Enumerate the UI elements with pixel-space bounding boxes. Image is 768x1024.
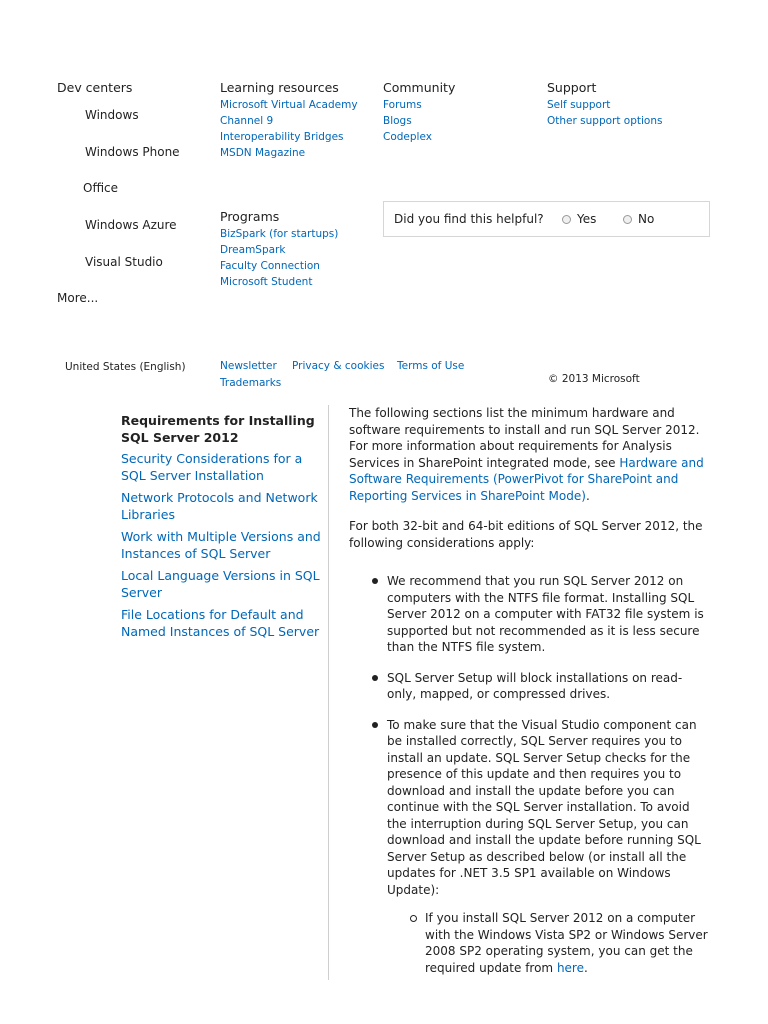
- toc-item-security-considerations[interactable]: Security Considerations for a SQL Server Installation: [121, 451, 303, 483]
- link-msdn-magazine[interactable]: MSDN Magazine: [220, 147, 306, 159]
- dev-centers-title: Dev centers: [57, 80, 133, 95]
- link-forums[interactable]: Forums: [383, 99, 422, 111]
- considerations-list: [349, 573, 709, 976]
- link-self-support[interactable]: Self support: [547, 99, 611, 111]
- dev-center-windows-phone[interactable]: Windows Phone: [85, 145, 180, 159]
- toc-item-local-language-versions[interactable]: Local Language Versions in SQL Server: [121, 568, 320, 600]
- link-here[interactable]: here: [556, 960, 584, 975]
- toc-item-multiple-versions[interactable]: Work with Multiple Versions and Instances of SQL Server: [121, 529, 321, 561]
- toc-item-file-locations[interactable]: File Locations for Default and Named Instances of SQL Server: [121, 607, 320, 639]
- community-column: [383, 80, 455, 147]
- considerations-paragraph: For both 32-bit and 64-bit editions of SQL Server 2012, the following considerations apply:: [349, 519, 703, 550]
- no-label: No: [638, 212, 655, 226]
- dev-center-visual-studio[interactable]: Visual Studio: [85, 255, 163, 269]
- support-title: Support: [547, 80, 597, 95]
- helpful-yes-option[interactable]: [562, 212, 596, 226]
- helpful-feedback-box: [383, 201, 710, 237]
- support-column: [547, 80, 662, 131]
- dev-center-office[interactable]: Office: [83, 181, 119, 195]
- link-hardware-software-requirements[interactable]: Hardware and Software Requirements (PowerPivot for SharePoint and Reporting Services in SharePoint Mode): [349, 455, 704, 503]
- learning-resources-title: Learning resources: [220, 80, 339, 95]
- list-item: SQL Server Setup will block installations on read-only, mapped, or compressed drives.: [387, 670, 709, 703]
- no-radio[interactable]: [623, 215, 632, 224]
- link-interoperability-bridges[interactable]: Interoperability Bridges: [220, 131, 344, 143]
- dev-center-windows-azure[interactable]: Windows Azure: [85, 218, 177, 232]
- list-item: We recommend that you run SQL Server 2012 on computers with the NTFS file format. Installing SQL Server 2012 on a computer with FAT32 file system is supported but not recommended as it is less secure than the NTFS file system.: [387, 573, 709, 656]
- link-channel-9[interactable]: Channel 9: [220, 115, 274, 127]
- link-terms-of-use[interactable]: Terms of Use: [397, 360, 465, 372]
- helpful-no-option[interactable]: [623, 212, 654, 226]
- link-newsletter[interactable]: Newsletter: [220, 360, 277, 372]
- list-item: To make sure that the Visual Studio component can be installed correctly, SQL Server requires you to install an update. SQL Server Setup checks for the presence of this update and then requires you to download and install the update before you can continue with the SQL Server installation. To avoid the interruption during SQL Server Setup, you can download and install the update before running SQL Server Setup as described below (or install all the updates for .NET 3.5 SP1 available on Windows Update): If you install SQL Server 2012 on a computer with the Windows Vista SP2 or Windows Server 2008 SP2 operating system, you can get the required update from here.: [387, 717, 708, 975]
- link-codeplex[interactable]: Codeplex: [383, 131, 432, 143]
- toc-title: Requirements for Installing SQL Server 2012: [121, 413, 315, 445]
- yes-label: Yes: [577, 212, 597, 226]
- toc-item-network-protocols[interactable]: Network Protocols and Network Libraries: [121, 490, 318, 522]
- toc-divider: [328, 405, 329, 980]
- dev-center-windows[interactable]: Windows: [85, 108, 139, 122]
- link-trademarks[interactable]: Trademarks: [220, 377, 282, 389]
- dev-centers-more-link[interactable]: More...: [57, 291, 99, 305]
- intro-paragraph: The following sections list the minimum hardware and software requirements to install and run SQL Server 2012. For more information about requirements for Analysis Services in SharePoint integrated mode, see Hardware and Software Requirements (PowerPivot for SharePoint and Reporting Services in SharePoint Mode).: [349, 406, 704, 503]
- programs-title: Programs: [220, 209, 280, 224]
- programs-column: [220, 209, 338, 292]
- link-microsoft-student[interactable]: Microsoft Student: [220, 276, 313, 288]
- sub-list: [387, 910, 709, 976]
- helpful-question: Did you find this helpful?: [394, 212, 544, 226]
- learning-resources-column: [220, 80, 358, 163]
- article-content: [349, 405, 709, 990]
- link-blogs[interactable]: Blogs: [383, 115, 412, 127]
- link-bizspark[interactable]: BizSpark (for startups): [220, 228, 339, 240]
- link-privacy-cookies[interactable]: Privacy & cookies: [292, 360, 385, 372]
- link-dreamspark[interactable]: DreamSpark: [220, 244, 286, 256]
- link-faculty-connection[interactable]: Faculty Connection: [220, 260, 320, 272]
- sub-list-item: If you install SQL Server 2012 on a computer with the Windows Vista SP2 or Windows Server 2008 SP2 operating system, you can get the required update from here.: [425, 911, 708, 975]
- community-title: Community: [383, 80, 456, 95]
- locale-selector[interactable]: United States (English): [65, 361, 186, 373]
- yes-radio[interactable]: [562, 215, 571, 224]
- copyright: © 2013 Microsoft: [548, 373, 640, 385]
- link-other-support-options[interactable]: Other support options: [547, 115, 663, 127]
- table-of-contents: [121, 412, 326, 645]
- link-microsoft-virtual-academy[interactable]: Microsoft Virtual Academy: [220, 99, 358, 111]
